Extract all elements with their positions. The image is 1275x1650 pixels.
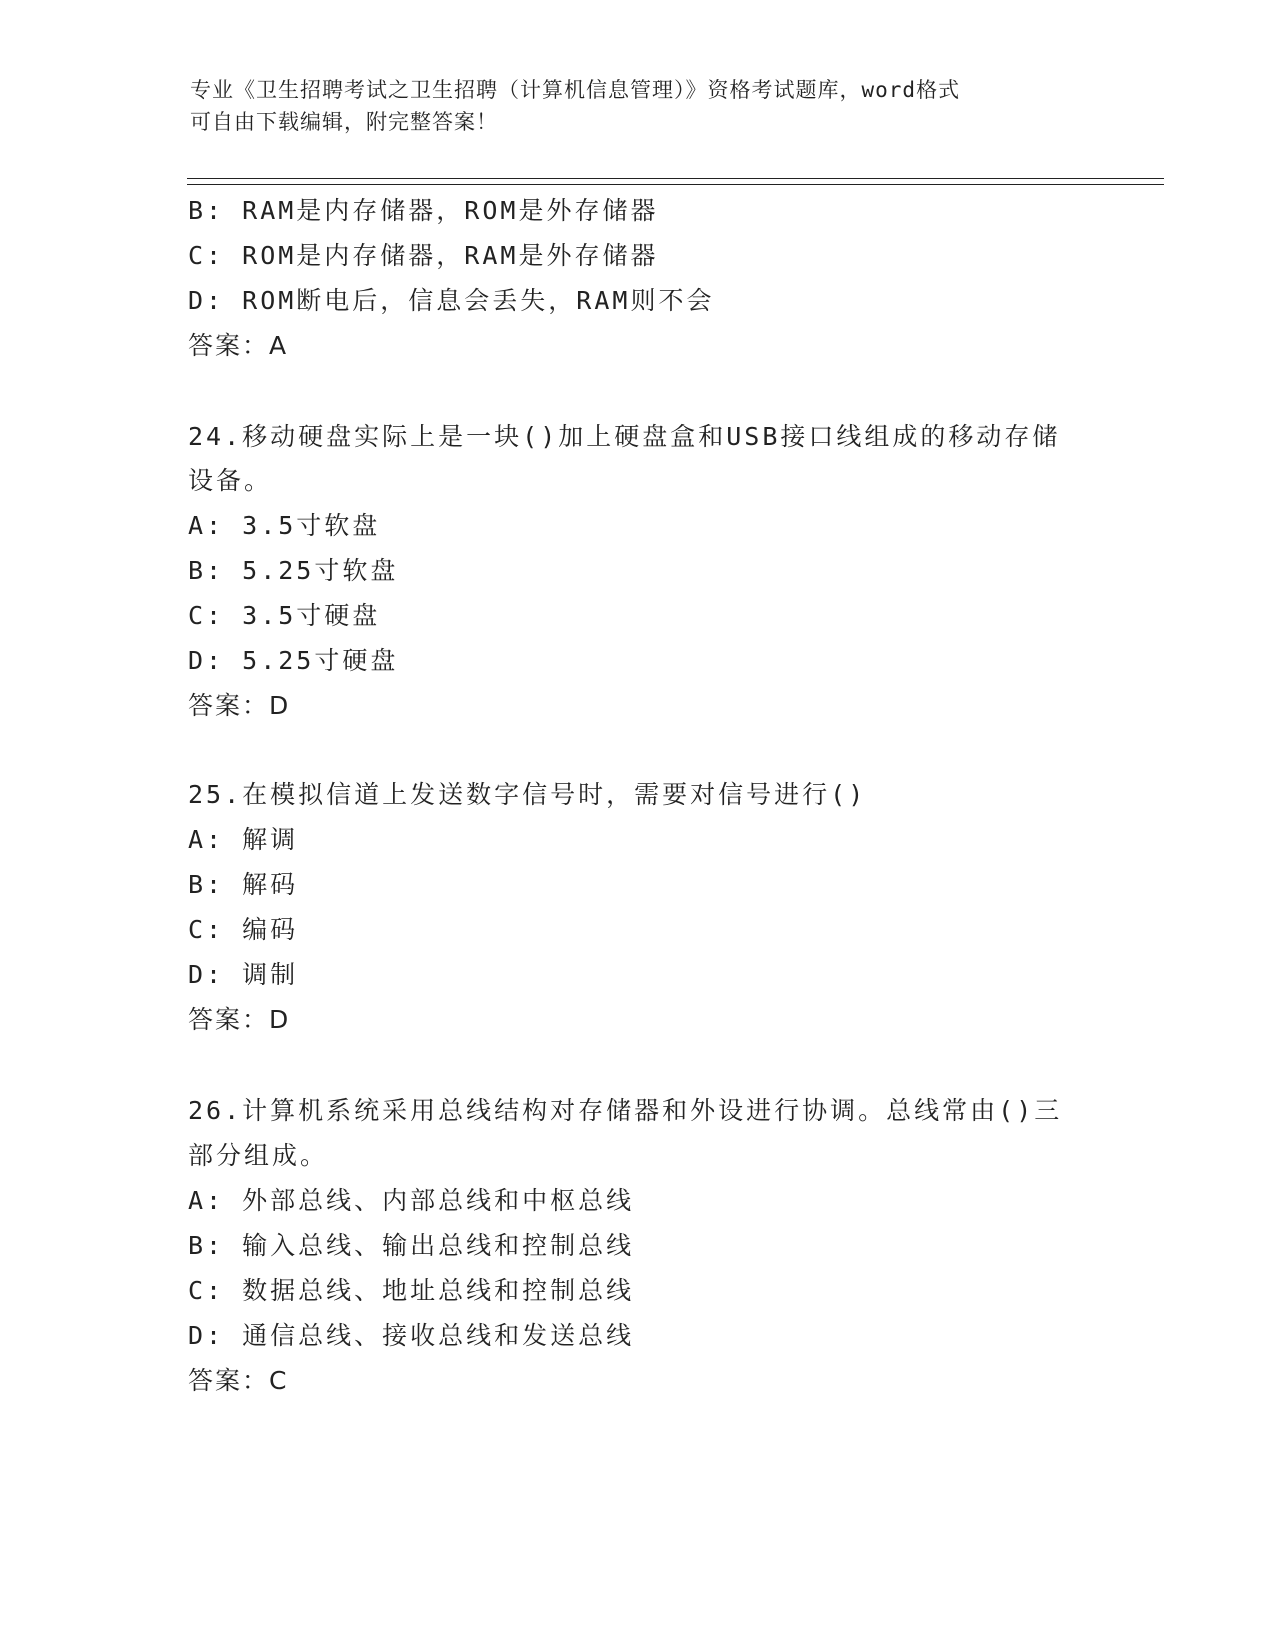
q26-option-a: A: 外部总线、内部总线和中枢总线 (188, 1186, 635, 1215)
header-line-2: 可自由下载编辑，附完整答案！ (190, 110, 498, 134)
header-line-1: 专业《卫生招聘考试之卫生招聘（计算机信息管理）》资格考试题库，word格式 (190, 78, 961, 102)
q24-question-line-1: 24.移动硬盘实际上是一块()加上硬盘盒和USB接口线组成的移动存储 (188, 422, 1061, 451)
q26-answer: 答案：C (188, 1366, 289, 1395)
q24-option-b: B: 5.25寸软盘 (188, 556, 399, 585)
q24-option-d: D: 5.25寸硬盘 (188, 646, 399, 675)
q26-question-line-2: 部分组成。 (188, 1141, 329, 1170)
q24-question-line-2: 设备。 (188, 466, 273, 495)
q23-answer: 答案：A (188, 331, 289, 360)
q25-option-d: D: 调制 (188, 960, 299, 989)
q25-option-b: B: 解码 (188, 870, 299, 899)
q26-option-d: D: 通信总线、接收总线和发送总线 (188, 1321, 635, 1350)
q26-question-line-1: 26.计算机系统采用总线结构对存储器和外设进行协调。总线常由()三 (188, 1096, 1063, 1125)
q24-option-a: A: 3.5寸软盘 (188, 511, 381, 540)
header-rule-bottom (187, 184, 1164, 185)
q26-option-c: C: 数据总线、地址总线和控制总线 (188, 1276, 635, 1305)
q25-option-a: A: 解调 (188, 825, 299, 854)
header-rule-top (187, 178, 1164, 179)
q25-answer: 答案：D (188, 1005, 291, 1034)
q23-option-c: C: ROM是内存储器，RAM是外存储器 (188, 241, 659, 270)
q23-option-b: B: RAM是内存储器，ROM是外存储器 (188, 196, 659, 225)
document-header (190, 74, 1090, 138)
q24-answer: 答案：D (188, 691, 291, 720)
q25-option-c: C: 编码 (188, 915, 299, 944)
q23-option-d: D: ROM断电后，信息会丢失，RAM则不会 (188, 286, 715, 315)
q26-option-b: B: 输入总线、输出总线和控制总线 (188, 1231, 635, 1260)
q25-question-line-1: 25.在模拟信道上发送数字信号时，需要对信号进行() (188, 780, 867, 809)
q24-option-c: C: 3.5寸硬盘 (188, 601, 381, 630)
